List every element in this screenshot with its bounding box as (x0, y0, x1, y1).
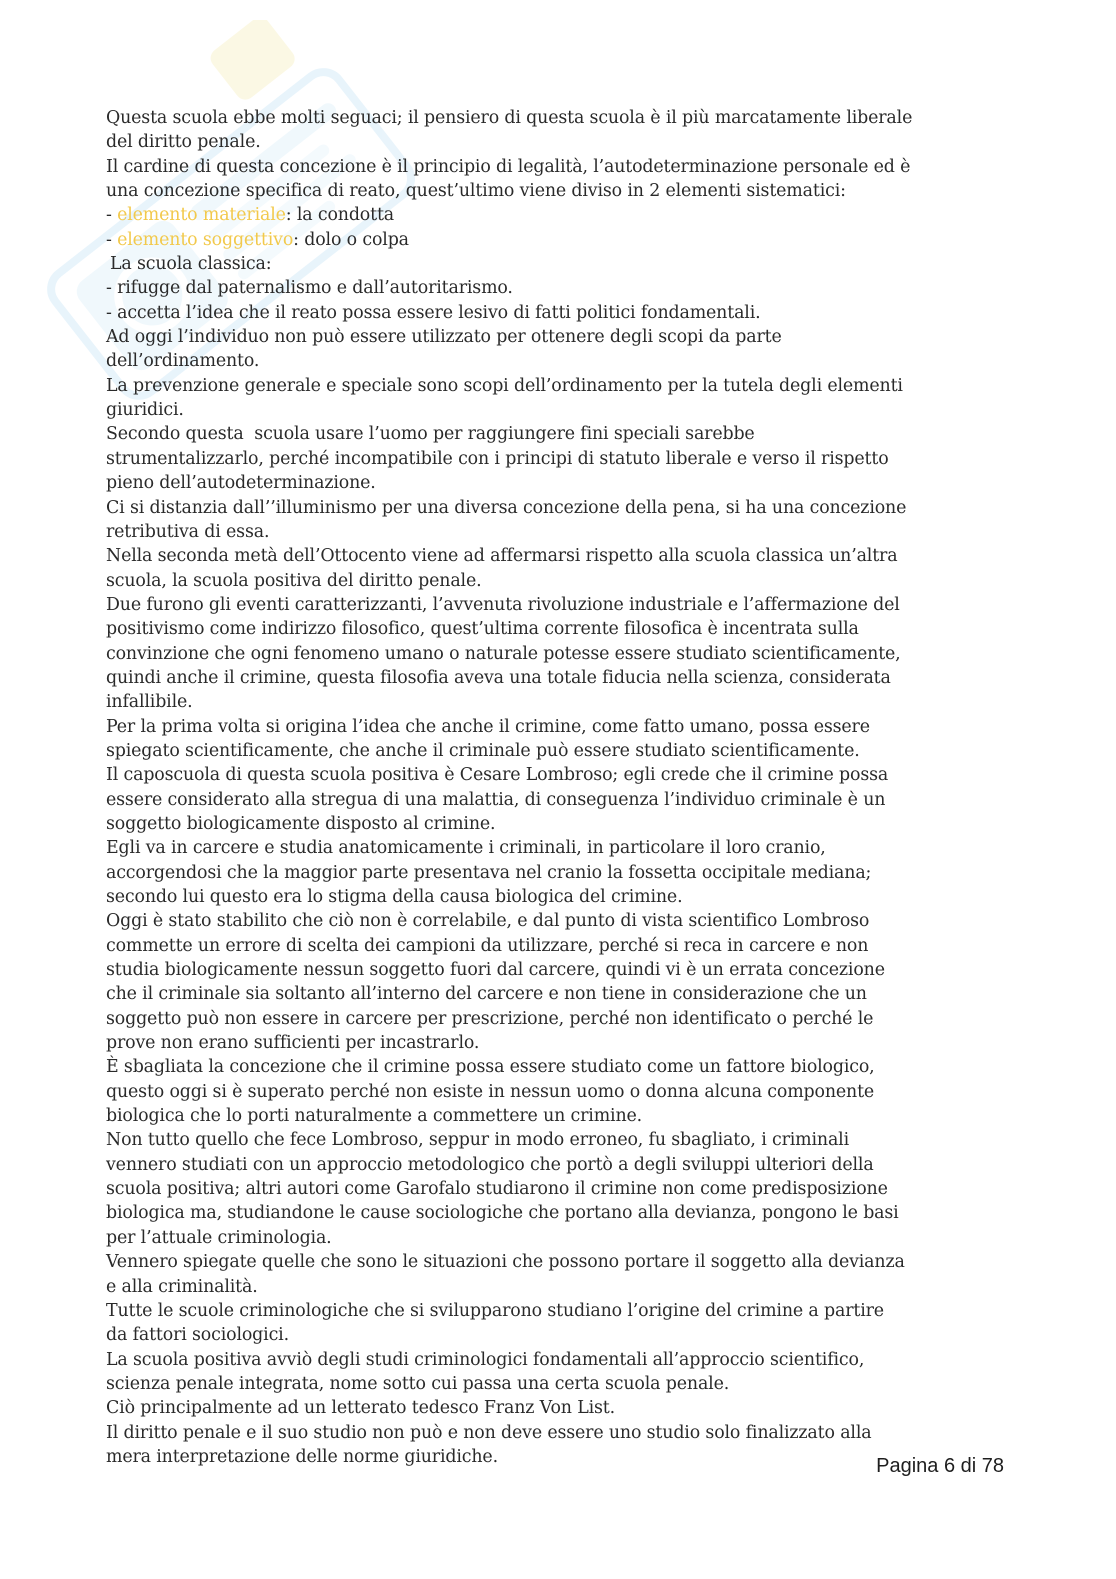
document-body (106, 106, 1006, 1469)
text-line: convinzione che ogni fenomeno umano o naturale potesse essere studiato scientificamente, (106, 643, 901, 664)
paragraph (106, 155, 1006, 204)
text-line: Ad oggi l’individuo non può essere utilizzato per ottenere degli scopi da parte (106, 327, 782, 348)
paragraph (106, 325, 1006, 374)
paragraph (106, 1299, 1006, 1348)
page-number: Pagina 6 di 78 (876, 1455, 1004, 1477)
text-line: una concezione specifica di reato, quest’ultimo viene diviso in 2 elementi sistematici: (106, 181, 846, 202)
paragraph (106, 422, 1006, 495)
text-line: La scuola positiva avviò degli studi criminologici fondamentali all’approccio scientifico, (106, 1349, 865, 1370)
text-line: soggetto biologicamente disposto al crimine. (106, 813, 496, 834)
text-line: Ciò principalmente ad un letterato tedesco Franz Von List. (106, 1398, 615, 1419)
text-line: Il cardine di questa concezione è il principio di legalità, l’autodeterminazione personale ed è (106, 156, 911, 177)
text-line: vennero studiati con un approccio metodologico che portò a degli sviluppi ulteriori della (106, 1154, 874, 1175)
text-line: accorgendosi che la maggior parte presentava nel cranio la fossetta occipitale mediana; (106, 862, 872, 883)
text-line: dell’ordinamento. (106, 351, 260, 372)
text-line: Il diritto penale e il suo studio non può e non deve essere uno studio solo finalizzato alla (106, 1422, 872, 1443)
text-line: Vennero spiegate quelle che sono le situazioni che possono portare il soggetto alla devianza (106, 1252, 905, 1273)
text-line: retributiva di essa. (106, 521, 270, 542)
text-line: scuola positiva; altri autori come Garofalo studiarono il crimine non come predisposizione (106, 1179, 888, 1200)
paragraph (106, 1348, 1006, 1397)
text-line: quindi anche il crimine, questa filosofia aveva una totale fiducia nella scienza, considerata (106, 667, 891, 688)
paragraph (106, 1128, 1006, 1250)
paragraph (106, 301, 1006, 325)
text-line: commette un errore di scelta dei campioni da utilizzare, perché si reca in carcere e non (106, 935, 869, 956)
text-line: Per la prima volta si origina l’idea che anche il crimine, come fatto umano, possa essere (106, 716, 870, 737)
text-line: Egli va in carcere e studia anatomicamente i criminali, in particolare il loro cranio, (106, 838, 826, 859)
paragraph (106, 715, 1006, 764)
paragraph (106, 106, 1006, 155)
text-line: Secondo questa scuola usare l’uomo per raggiungere fini speciali sarebbe (106, 424, 755, 445)
text-line: Il caposcuola di questa scuola positiva è Cesare Lombroso; egli crede che il crimine possa (106, 765, 889, 786)
text-line: questo oggi si è superato perché non esiste in nessun uomo o donna alcuna componente (106, 1081, 875, 1102)
text-line: positivismo come indirizzo filosofico, quest’ultima corrente filosofica è incentrata sulla (106, 619, 859, 640)
text-line: mera interpretazione delle norme giuridiche. (106, 1446, 498, 1467)
text-line: studia biologicamente nessun soggetto fuori dal carcere, quindi vi è un errata concezione (106, 960, 885, 981)
text-line: biologica ma, studiandone le cause sociologiche che portano alla devianza, pongono le basi (106, 1203, 899, 1224)
paragraph (106, 496, 1006, 545)
text-line: soggetto può non essere in carcere per prescrizione, perché non identificato o perché le (106, 1008, 874, 1029)
text-line: che il criminale sia soltanto all’interno del carcere e non tiene in considerazione che un (106, 984, 867, 1005)
paragraph (106, 1055, 1006, 1128)
text-line: Ci si distanzia dall’’illuminismo per una diversa concezione della pena, si ha una concezione (106, 497, 907, 518)
elements-list (106, 203, 1006, 252)
text-line: scuola, la scuola positiva del diritto penale. (106, 570, 482, 591)
text-line: Oggi è stato stabilito che ciò non è correlabile, e dal punto di vista scientifico Lombroso (106, 911, 870, 932)
text-line: La scuola classica: (110, 254, 272, 275)
text-line: biologica che lo porti naturalmente a commettere un crimine. (106, 1106, 643, 1127)
text-line: La prevenzione generale e speciale sono scopi dell’ordinamento per la tutela degli elementi (106, 375, 903, 396)
text-line: - rifugge dal paternalismo e dall’autoritarismo. (106, 278, 513, 299)
paragraph (106, 276, 1006, 300)
paragraph (106, 763, 1006, 836)
paragraph (106, 374, 1006, 423)
paragraph (106, 593, 1006, 715)
text-line: Non tutto quello che fece Lombroso, seppur in modo erroneo, fu sbagliato, i criminali (106, 1130, 849, 1151)
highlighted-term: elemento materiale (117, 205, 286, 226)
text-line: secondo lui questo era lo stigma della causa biologica del crimine. (106, 887, 683, 907)
list-item: - elemento soggettivo: dolo o colpa (106, 229, 409, 250)
text-line: Due furono gli eventi caratterizzanti, l’avvenuta rivoluzione industriale e l’affermazione del (106, 594, 900, 615)
text-line: e alla criminalità. (106, 1276, 258, 1297)
text-line: Questa scuola ebbe molti seguaci; il pensiero di questa scuola è il più marcatamente liberale (106, 108, 913, 128)
text-line: Nella seconda metà dell’Ottocento viene ad affermarsi rispetto alla scuola classica un’altra (106, 546, 898, 567)
paragraph (106, 252, 1006, 276)
text-line: giuridici. (106, 400, 184, 421)
paragraph (106, 909, 1006, 1055)
text-line: Tutte le scuole criminologiche che si svilupparono studiano l’origine del crimine a partire (106, 1300, 884, 1321)
list-item: - elemento materiale: la condotta (106, 205, 395, 226)
text-line: infallibile. (106, 692, 193, 713)
highlighted-term: elemento soggettivo (117, 229, 294, 250)
text-line: essere considerato alla stregua di una malattia, di conseguenza l’individuo criminale è un (106, 789, 886, 810)
paragraph (106, 1250, 1006, 1299)
paragraph (106, 836, 1006, 909)
text-line: - accetta l’idea che il reato possa essere lesivo di fatti politici fondamentali. (106, 302, 761, 323)
text-line: da fattori sociologici. (106, 1325, 289, 1346)
text-line: prove non erano sufficienti per incastrarlo. (106, 1033, 480, 1054)
text-line: strumentalizzarlo, perché incompatibile con i principi di statuto liberale e verso il rispetto (106, 448, 889, 469)
text-line: del diritto penale. (106, 132, 261, 153)
text-line: pieno dell’autodeterminazione. (106, 473, 376, 494)
text-line: per l’attuale criminologia. (106, 1227, 332, 1248)
text-line: scienza penale integrata, nome sotto cui passa una certa scuola penale. (106, 1373, 730, 1394)
paragraph (106, 544, 1006, 593)
text-line: spiegato scientificamente, che anche il criminale può essere studiato scientificamente. (106, 740, 860, 761)
paragraph (106, 1421, 1006, 1470)
text-line: È sbagliata la concezione che il crimine possa essere studiato come un fattore biologico, (106, 1057, 875, 1078)
paragraph (106, 1396, 1006, 1420)
